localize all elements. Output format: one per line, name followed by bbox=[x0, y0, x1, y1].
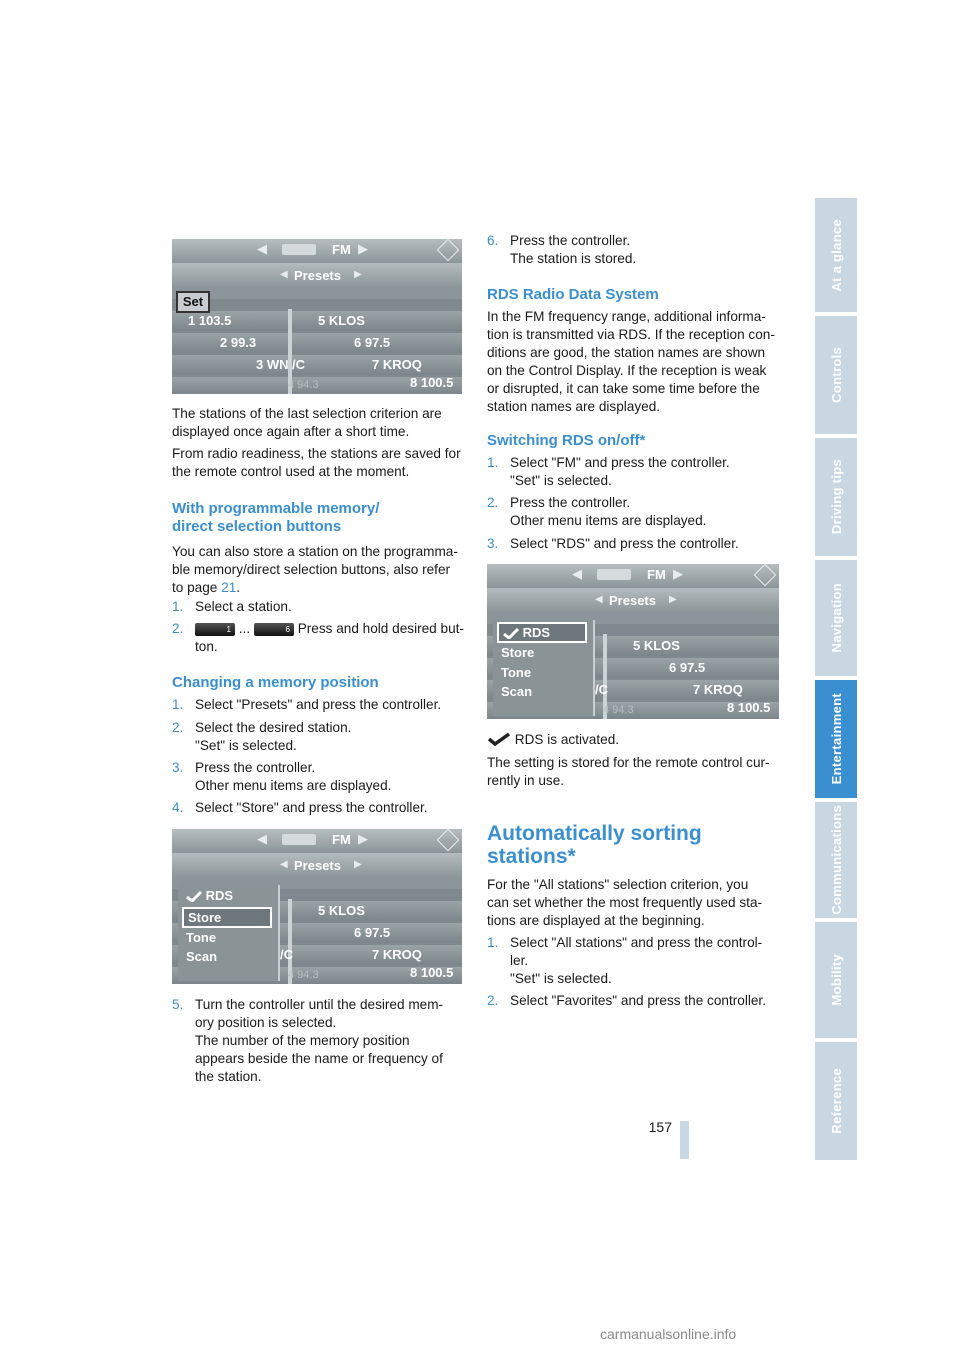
menu-item-scan[interactable] bbox=[497, 683, 583, 700]
step-1-all-stations bbox=[487, 934, 762, 988]
paragraph-rds bbox=[487, 308, 787, 416]
step-text: Select "RDS" and press the controller. bbox=[510, 536, 739, 551]
arrow-left-icon: ◀ bbox=[595, 594, 603, 605]
arrow-right-icon: ▶ bbox=[354, 859, 362, 870]
text-line: In the FM frequency range, additional informa- bbox=[487, 309, 766, 324]
radio-screen-set bbox=[172, 239, 462, 394]
step-2-press bbox=[487, 494, 706, 530]
menu-item-label: Tone bbox=[186, 930, 217, 945]
station-7: 7 KROQ bbox=[372, 947, 422, 962]
step-text: "Set" is selected. bbox=[510, 473, 612, 488]
fm-label: FM bbox=[647, 567, 666, 582]
paragraph-last-selection: The stations of the last selection criterion are displayed once again after a short time. bbox=[172, 406, 442, 439]
step-1-fm bbox=[487, 454, 730, 490]
arrow-right-icon: ▶ bbox=[358, 241, 368, 256]
set-button[interactable]: Set bbox=[176, 291, 210, 313]
menu-item-rds[interactable] bbox=[497, 622, 587, 643]
step-text: Select the desired station. bbox=[195, 720, 352, 735]
text-line: ble memory/direct selection buttons, also refer bbox=[172, 562, 451, 577]
menu-item-store[interactable] bbox=[182, 907, 272, 928]
menu-item-label: Scan bbox=[501, 684, 533, 699]
step-number: 5. bbox=[172, 997, 184, 1012]
step-2-favorites bbox=[487, 992, 766, 1010]
presets-label: Presets bbox=[609, 593, 656, 608]
heading-line: direct selection buttons bbox=[172, 518, 342, 535]
arrow-left-icon: ◀ bbox=[572, 566, 582, 581]
station-1: 1 103.5 bbox=[188, 313, 232, 328]
step-3-rds bbox=[487, 535, 739, 553]
step-number: 6. bbox=[487, 233, 499, 248]
menu-item-label: RDS bbox=[205, 888, 234, 903]
side-tab-label: At a glance bbox=[828, 218, 844, 292]
menu-item-label: Scan bbox=[186, 949, 218, 964]
station-6: 6 97.5 bbox=[354, 925, 391, 940]
text-line: tion is transmitted via RDS. If the reception con- bbox=[487, 327, 775, 342]
side-tab-label: Communications bbox=[828, 805, 844, 915]
station-7: 7 KROQ bbox=[693, 682, 743, 697]
page-link[interactable]: 21 bbox=[221, 580, 237, 595]
step-number: 1. bbox=[172, 599, 184, 614]
text-line: or disrupted, it can take some time before the bbox=[487, 381, 760, 396]
step-text: ler. bbox=[510, 953, 529, 968]
radio-icon bbox=[282, 244, 316, 255]
side-tab-label: Mobility bbox=[828, 954, 844, 1006]
paragraph-radio-readiness: From radio readiness, the stations are saved for the remote control used at the moment. bbox=[172, 446, 461, 479]
text-line: For the "All stations" selection criterion, you bbox=[487, 877, 749, 892]
step-4-store bbox=[172, 799, 428, 817]
step-text: The station is stored. bbox=[510, 251, 637, 266]
step-number: 4. bbox=[172, 800, 184, 815]
heading-line: Automatically sorting bbox=[487, 822, 702, 845]
station-6: 6 97.5 bbox=[669, 660, 706, 675]
step-text: Select "Favorites" and press the controller. bbox=[510, 993, 766, 1008]
step-text: Select a station. bbox=[195, 599, 292, 614]
page-marker-bar bbox=[680, 1121, 689, 1159]
step-text: ory position is selected. bbox=[195, 1015, 337, 1030]
page-number: 157 bbox=[648, 1119, 672, 1135]
text-line: on the Control Display. If the reception is weak bbox=[487, 363, 767, 378]
step-number: 1. bbox=[487, 455, 499, 470]
watermark: carmanualsonline.info bbox=[600, 1326, 737, 1342]
step-1-select-station bbox=[172, 598, 292, 616]
side-tab-communications[interactable] bbox=[815, 802, 857, 918]
step-text: Other menu items are displayed. bbox=[510, 513, 707, 528]
step-text: Press the controller. bbox=[510, 495, 631, 510]
arrow-left-icon: ◀ bbox=[257, 241, 267, 256]
station-4: 4 94.3 bbox=[288, 379, 319, 391]
step-number: 1. bbox=[487, 935, 499, 950]
heading-line: stations* bbox=[487, 845, 576, 868]
arrow-right-icon: ▶ bbox=[354, 269, 362, 280]
step-text: ton. bbox=[195, 639, 218, 654]
step-text: ... bbox=[238, 621, 251, 636]
station-6: 6 97.5 bbox=[354, 335, 391, 350]
step-2-press-hold bbox=[172, 620, 467, 656]
step-5-turn-controller bbox=[172, 996, 467, 1086]
menu-item-label: Store bbox=[501, 645, 535, 660]
step-text: Press the controller. bbox=[510, 233, 631, 248]
note-text: RDS is activated. bbox=[514, 732, 620, 747]
station-3-tail: /C bbox=[280, 947, 293, 962]
fm-label: FM bbox=[332, 242, 351, 257]
step-text: Press and hold desired but- bbox=[297, 621, 464, 636]
step-text: the station. bbox=[195, 1069, 262, 1084]
paragraph-all-stations bbox=[487, 876, 787, 930]
text-line: ditions are good, the station names are shown bbox=[487, 345, 766, 360]
step-3-press bbox=[172, 759, 391, 795]
options-menu bbox=[493, 620, 595, 716]
side-tab-label: Navigation bbox=[828, 583, 844, 653]
menu-item-label: Tone bbox=[501, 665, 532, 680]
station-5: 5 KLOS bbox=[318, 313, 365, 328]
step-number: 2. bbox=[487, 495, 499, 510]
paragraph-setting-stored bbox=[487, 754, 787, 790]
radio-screen-store bbox=[172, 829, 462, 984]
step-number: 3. bbox=[172, 760, 184, 775]
step-1-presets bbox=[172, 696, 441, 714]
station-7: 7 KROQ bbox=[372, 357, 422, 372]
paragraph-store-station bbox=[172, 543, 467, 597]
menu-item-tone[interactable] bbox=[182, 929, 268, 946]
step-number: 1. bbox=[172, 697, 184, 712]
menu-item-tone[interactable] bbox=[497, 664, 583, 681]
presets-label: Presets bbox=[294, 268, 341, 283]
text-line: The setting is stored for the remote control cur- bbox=[487, 755, 770, 770]
text-line: tions are displayed at the beginning. bbox=[487, 913, 705, 928]
step-number: 2. bbox=[172, 621, 184, 636]
heading-changing-memory: Changing a memory position bbox=[172, 674, 379, 691]
step-text: "Set" is selected. bbox=[510, 971, 612, 986]
step-text: Select "Presets" and press the controller. bbox=[195, 697, 442, 712]
station-3: 3 WN bbox=[256, 357, 289, 372]
side-tab-label: Driving tips bbox=[828, 459, 844, 535]
menu-item-rds[interactable] bbox=[182, 887, 268, 904]
step-number: 2. bbox=[172, 720, 184, 735]
step-2-desired-station bbox=[172, 719, 351, 755]
arrow-left-icon: ◀ bbox=[280, 269, 288, 280]
side-tab-controls[interactable] bbox=[815, 316, 857, 434]
station-4: 4 94.3 bbox=[288, 969, 319, 981]
menu-item-label: Store bbox=[188, 910, 222, 925]
station-3-tail: /C bbox=[292, 357, 305, 372]
radio-screen-rds bbox=[487, 564, 779, 719]
side-tab-label: Reference bbox=[828, 1068, 844, 1134]
station-4: 4 94.3 bbox=[603, 704, 634, 716]
heading-auto-sorting bbox=[487, 822, 702, 868]
station-8: 8 100.5 bbox=[410, 375, 454, 390]
step-text: Select "All stations" and press the control- bbox=[510, 935, 763, 950]
radio-icon bbox=[282, 834, 316, 845]
side-tab-navigation[interactable] bbox=[815, 560, 857, 676]
side-tab-mobility[interactable] bbox=[815, 922, 857, 1038]
station-5: 5 KLOS bbox=[318, 903, 365, 918]
text-line: . bbox=[236, 580, 241, 595]
menu-item-store[interactable] bbox=[497, 644, 583, 661]
station-5: 5 KLOS bbox=[633, 638, 680, 653]
side-tab-driving-tips[interactable] bbox=[815, 438, 857, 556]
arrow-right-icon: ▶ bbox=[358, 831, 368, 846]
checkmark-icon bbox=[503, 628, 519, 639]
step-6-press bbox=[487, 232, 636, 268]
step-number: 2. bbox=[487, 993, 499, 1008]
step-text: appears beside the name or frequency of bbox=[195, 1051, 443, 1066]
menu-item-scan[interactable] bbox=[182, 948, 268, 965]
text-line: station names are displayed. bbox=[487, 399, 661, 414]
step-text: "Set" is selected. bbox=[195, 738, 297, 753]
station-3-tail: /C bbox=[595, 682, 608, 697]
rds-activated-note bbox=[487, 731, 619, 749]
arrow-right-icon: ▶ bbox=[669, 594, 677, 605]
arrow-left-icon: ◀ bbox=[257, 831, 267, 846]
side-tab-entertainment[interactable] bbox=[815, 680, 857, 798]
memory-button-6-icon: 6 bbox=[254, 623, 294, 636]
arrow-right-icon: ▶ bbox=[673, 566, 683, 581]
screen-top-bar bbox=[172, 239, 462, 261]
text-line: can set whether the most frequently used sta- bbox=[487, 895, 763, 910]
menu-item-label: RDS bbox=[522, 625, 551, 640]
step-text: Select "FM" and press the controller. bbox=[510, 455, 730, 470]
fm-label: FM bbox=[332, 832, 351, 847]
radio-icon bbox=[597, 569, 631, 580]
station-2: 2 99.3 bbox=[220, 335, 257, 350]
step-text: Other menu items are displayed. bbox=[195, 778, 392, 793]
checkmark-icon bbox=[487, 732, 511, 746]
text-line: You can also store a station on the programma- bbox=[172, 544, 458, 559]
options-menu bbox=[178, 885, 280, 981]
heading-switching-rds: Switching RDS on/off* bbox=[487, 432, 646, 449]
memory-button-1-icon: 1 bbox=[195, 623, 235, 636]
presets-label: Presets bbox=[294, 858, 341, 873]
step-text: Press the controller. bbox=[195, 760, 316, 775]
station-8: 8 100.5 bbox=[410, 965, 454, 980]
side-tab-label: Controls bbox=[828, 347, 844, 403]
text-line: rently in use. bbox=[487, 773, 565, 788]
side-tab-reference[interactable] bbox=[815, 1042, 857, 1160]
heading-rds: RDS Radio Data System bbox=[487, 286, 659, 303]
checkmark-icon bbox=[186, 891, 202, 902]
station-8: 8 100.5 bbox=[727, 700, 771, 715]
side-tab-label: Entertainment bbox=[828, 693, 844, 785]
heading-programmable-memory bbox=[172, 500, 379, 536]
text-line: to page bbox=[172, 580, 222, 595]
heading-line: With programmable memory/ bbox=[172, 500, 380, 517]
step-text: Turn the controller until the desired mem- bbox=[195, 997, 444, 1012]
arrow-left-icon: ◀ bbox=[280, 859, 288, 870]
side-tab-at-a-glance[interactable] bbox=[815, 198, 857, 312]
step-text: Select "Store" and press the controller. bbox=[195, 800, 428, 815]
step-number: 3. bbox=[487, 536, 499, 551]
step-text: The number of the memory position bbox=[195, 1033, 410, 1048]
